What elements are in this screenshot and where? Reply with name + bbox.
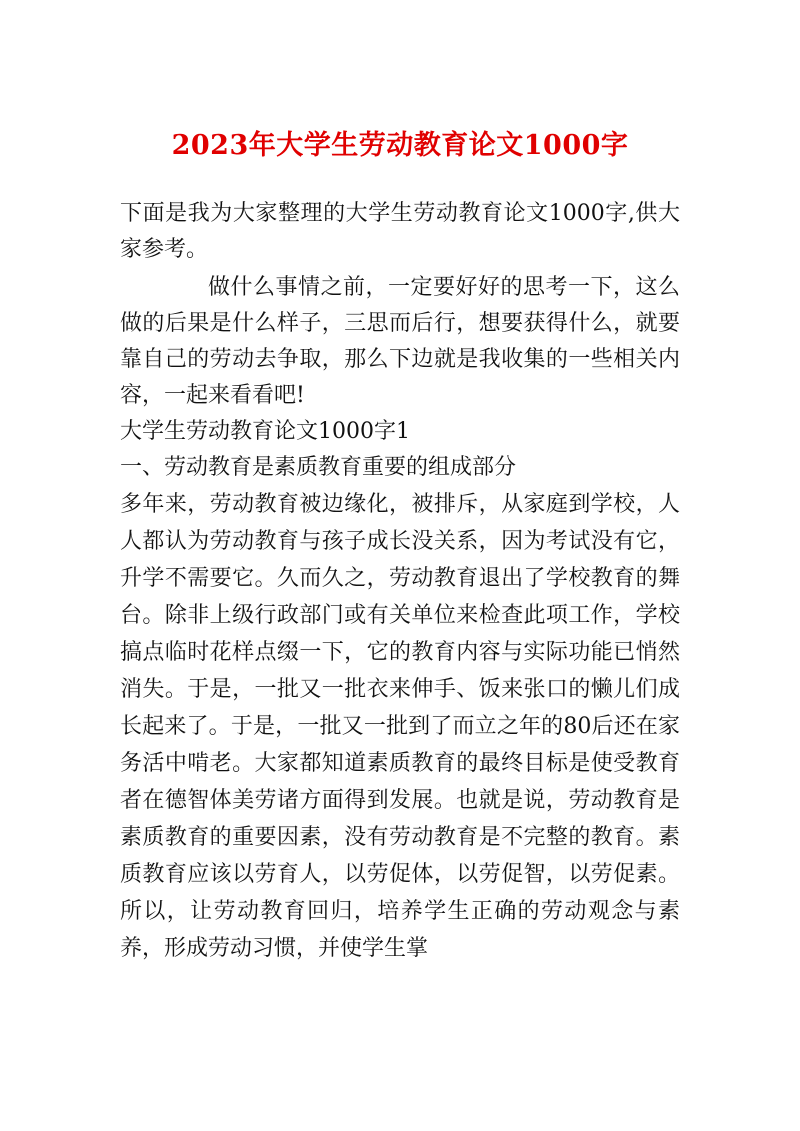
document-title: 2023年大学生劳动教育论文1000字 xyxy=(171,130,629,161)
document-content xyxy=(120,196,680,967)
body-paragraph: 多年来，劳动教育被边缘化，被排斥，从家庭到学校，人人都认为劳动教育与孩子成长没关系，因为考试没有它，升学不需要它。久而久之，劳动教育退出了学校教育的舞台。除非上级行政部门或有关单位来检查此项工作，学校搞点临时花样点缀一下，它的教育内容与实际功能已悄然消失。于是，一批又一批衣来伸手、饭来张口的懒儿们成长起来了。于是，一批又一批到了而立之年的80后还在家务活中啃老。大家都知道素质教育的最终目标是使受教育者在德智体美劳诸方面得到发展。也就是说，劳动教育是素质教育的重要因素，没有劳动教育是不完整的教育。素质教育应该以劳育人，以劳促体，以劳促智，以劳促素。所以，让劳动教育回归，培养学生正确的劳动观念与素养，形成劳动习惯，并使学生掌 xyxy=(120,492,680,961)
essay-title: 大学生劳动教育论文1000字1 xyxy=(120,419,410,444)
section-heading: 一、劳动教育是素质教育重要的组成部分 xyxy=(120,455,517,480)
intro-paragraph: 下面是我为大家整理的大学生劳动教育论文1000字,供大家参考。 xyxy=(120,201,680,262)
preface-paragraph: 做什么事情之前，一定要好好的思考一下，这么做的后果是什么样子，三思而后行，想要获得什么，就要靠自己的劳动去争取，那么下边就是我收集的一些相关内容，一起来看看吧! xyxy=(120,275,680,408)
